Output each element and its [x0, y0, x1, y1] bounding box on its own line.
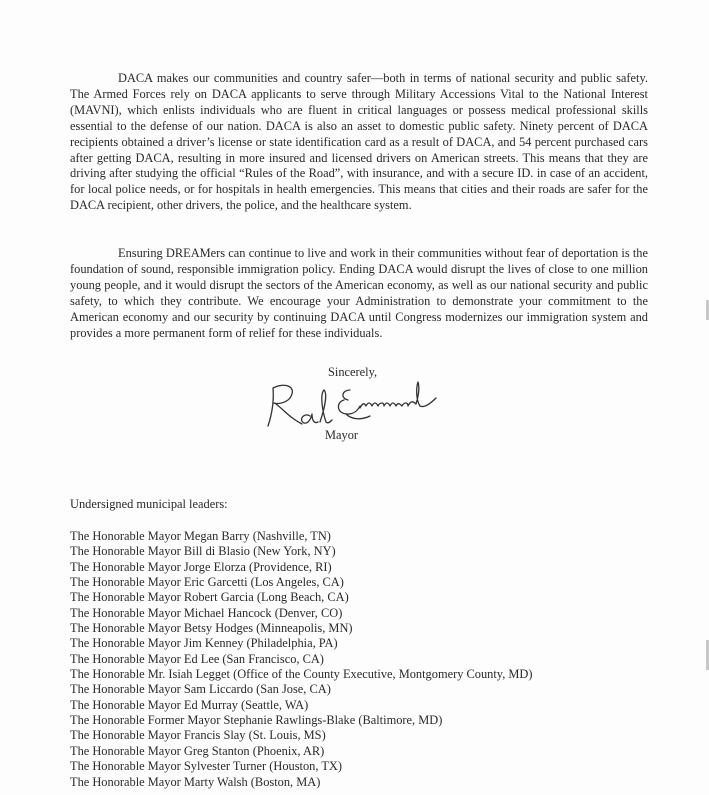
- list-item: The Honorable Mayor Greg Stanton (Phoenix, AR): [70, 743, 325, 758]
- list-item: The Honorable Former Mayor Stephanie Rawlings-Blake (Baltimore, MD): [70, 713, 443, 728]
- leaders-heading: Undersigned municipal leaders:: [70, 497, 228, 511]
- list-item: The Honorable Mayor Michael Hancock (Denver, CO): [70, 605, 343, 620]
- list-item: The Honorable Mayor Ed Murray (Seattle, WA): [70, 697, 309, 712]
- handwritten-signature: [258, 376, 448, 431]
- body-paragraph-security: [70, 71, 648, 214]
- paragraph-text: DACA makes our communities and country safer—both in terms of national security and public safety. The Armed Forces rely on DACA applicants to serve through Military Accessions Vital to the National Interest (MAVNI), which enlists individuals who are fluent in critical languages or possess medical professional skills essential to the defense of our nation. DACA is also an asset to domestic public safety. Ninety percent of DACA recipients obtained a driver’s license or state identification card as a result of DACA, and 54 percent purchased cars after getting DACA, resulting in more insured and licensed drivers on American streets. This means that they are driving after studying the official “Rules of the Road”, with insurance, and with a secure ID. in case of an accident, for local police needs, or for hospitals in health emergencies. This means that cities and their roads are safer for the DACA recipient, other drivers, the police, and the healthcare system.: [70, 71, 648, 213]
- closing-salutation: Sincerely,: [328, 365, 378, 379]
- list-item: The Honorable Mayor Robert Garcia (Long Beach, CA): [70, 590, 349, 605]
- list-item: The Honorable Mayor Bill di Blasio (New York, NY): [70, 544, 336, 559]
- paragraph-text: Ensuring DREAMers can continue to live and work in their communities without fear of deportation is the foundation of sound, responsible immigration policy. Ending DACA would disrupt the lives of close to one million young people, and it would disrupt the sectors of the American economy, as well as our national security and public safety, to which they contribute. We encourage your Administration to demonstrate your commitment to the American economy and our security by continuing DACA until Congress modernizes our immigration system and provides a more permanent form of relief for these individuals.: [70, 246, 648, 340]
- list-item: The Honorable Mayor Eric Garcetti (Los Angeles, CA): [70, 575, 344, 590]
- list-item: The Honorable Mayor Francis Slay (St. Louis, MS): [70, 728, 326, 743]
- body-paragraph-policy: [70, 246, 648, 341]
- list-item: The Honorable Mayor Sylvester Turner (Houston, TX): [70, 759, 342, 774]
- list-item: The Honorable Mayor Jim Kenney (Philadelphia, PA): [70, 636, 338, 651]
- signer-title: Mayor: [325, 428, 359, 442]
- list-item: The Honorable Mayor Megan Barry (Nashville, TN): [70, 529, 331, 543]
- list-item: The Honorable Mayor Jorge Elorza (Providence, RI): [70, 559, 332, 574]
- signatories-list: [70, 529, 532, 790]
- list-item: The Honorable Mayor Ed Lee (San Francisco, CA): [70, 651, 324, 666]
- list-item: The Honorable Mayor Sam Liccardo (San Jose, CA): [70, 682, 331, 697]
- list-item: The Honorable Mr. Isiah Legget (Office of the County Executive, Montgomery County, MD): [70, 667, 533, 682]
- list-item: The Honorable Mayor Betsy Hodges (Minneapolis, MN): [70, 621, 353, 636]
- list-item: The Honorable Mayor Marty Walsh (Boston, MA): [70, 774, 321, 789]
